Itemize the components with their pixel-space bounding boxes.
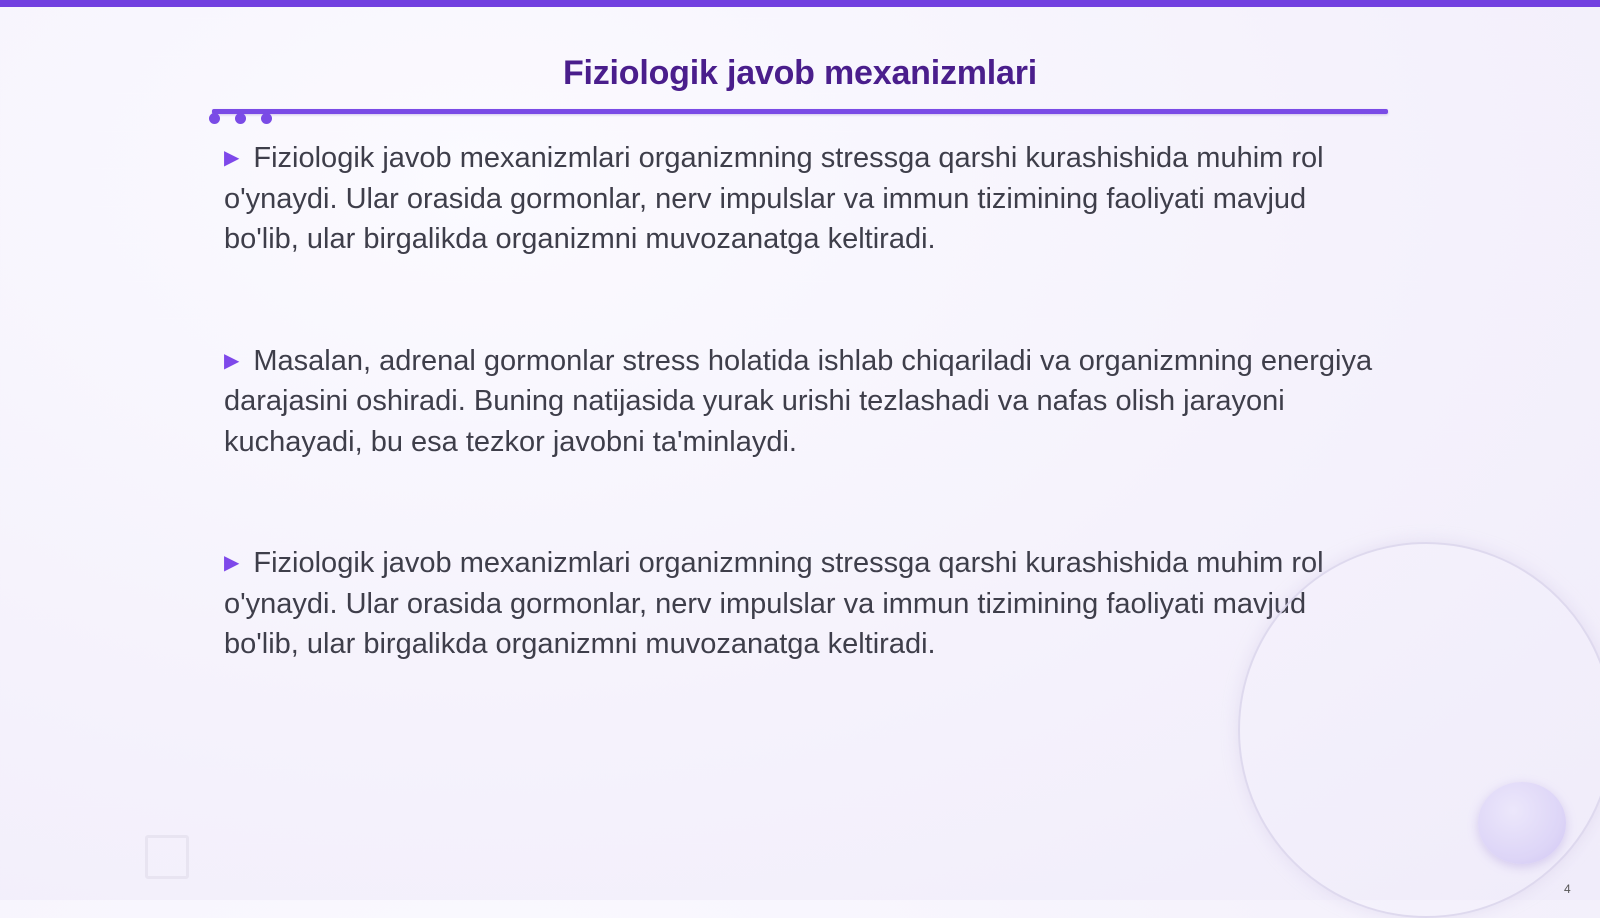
bullet-item [224, 341, 1384, 463]
underline-dot [235, 113, 246, 124]
top-accent-bar [0, 0, 1600, 7]
title-underline [212, 109, 1388, 114]
bullet-text: Masalan, adrenal gormonlar stress holatida ishlab chiqariladi va organizmning energiya darajasini oshiradi. Buning natijasida yurak urishi tezlashadi va nafas olish jarayoni kuchayadi, bu esa tezkor javobni ta'minlaydi. [224, 344, 1373, 458]
decorative-square-outline [145, 835, 189, 879]
decorative-circle-outline [1238, 542, 1600, 918]
bullet-arrow-icon: ▶ [224, 349, 240, 372]
bullet-text: Fiziologik javob mexanizmlari organizmning stressga qarshi kurashishida muhim rol o'ynaydi. Ular orasida gormonlar, nerv impulslar va immun tizimining faoliyati mavjud bo'lib, ular birgalikda organizmni muvozanatga keltiradi. [224, 547, 1324, 660]
slide-title: Fiziologik javob mexanizmlari [562, 54, 1038, 92]
bullet-text: Fiziologik javob mexanizmlari organizmning stressga qarshi kurashishida muhim rol o'ynaydi. Ular orasida gormonlar, nerv impulslar va immun tizimining faoliyati mavjud bo'lib, ular birgalikda organizmni muvozanatga keltiradi. [224, 142, 1324, 255]
decorative-circle-filled [1478, 782, 1566, 864]
bullet-item [224, 543, 1384, 665]
bullet-list [224, 138, 1384, 746]
underline-dot [209, 113, 220, 124]
bullet-item [224, 138, 1384, 260]
bullet-arrow-icon: ▶ [224, 552, 240, 574]
page-number: 4 [1564, 882, 1571, 896]
underline-dot [261, 113, 272, 124]
bullet-arrow-icon: ▶ [224, 147, 240, 169]
